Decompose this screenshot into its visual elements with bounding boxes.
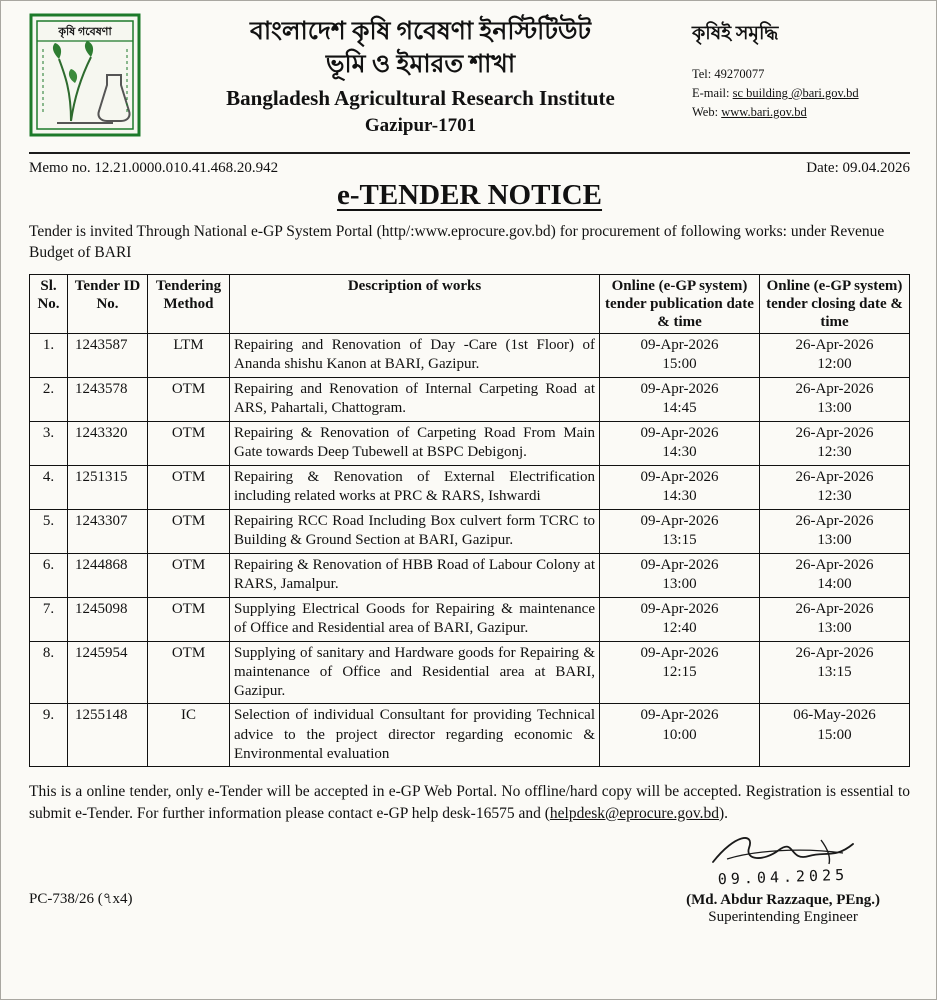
- org-name-bengali: বাংলাদেশ কৃষি গবেষণা ইনস্টিটিউট: [249, 18, 592, 45]
- cell-description: Repairing & Renovation of External Electrification including related works at PRC & RARS, Ishwardi: [230, 465, 600, 509]
- tender-table-body: [30, 333, 910, 766]
- cell-closing: [760, 704, 910, 767]
- cell-tender-id: 1255148: [68, 704, 148, 767]
- cell-description: Repairing & Renovation of Carpeting Road From Main Gate towards Deep Tubewell at BSPC Debigonj.: [230, 421, 600, 465]
- cell-tender-id: 1243578: [68, 377, 148, 421]
- table-row: [30, 377, 910, 421]
- bari-logo: [29, 9, 149, 142]
- publication-date: 09-Apr-2026: [640, 512, 719, 529]
- letterhead-center: [149, 9, 692, 138]
- cell-method: OTM: [148, 597, 230, 641]
- cell-publication: [600, 641, 760, 704]
- cell-sl-no: 1.: [30, 333, 68, 377]
- cell-closing: [760, 333, 910, 377]
- table-row: [30, 641, 910, 704]
- memo-date: Date: 09.04.2026: [806, 160, 910, 176]
- publication-date: 09-Apr-2026: [640, 468, 719, 485]
- closing-time: 15:00: [817, 726, 852, 743]
- tel-line: Tel: 49270077: [692, 67, 765, 81]
- footer-note-end: ).: [718, 804, 729, 822]
- table-row: [30, 704, 910, 767]
- reference-number: PC-738/26 (৭x4): [29, 891, 133, 908]
- org-location: Gazipur-1701: [364, 114, 477, 136]
- publication-time: 10:00: [662, 726, 697, 743]
- cell-method: OTM: [148, 421, 230, 465]
- cell-sl-no: 7.: [30, 597, 68, 641]
- letterhead: [29, 9, 910, 142]
- footer-note-text: This is a online tender, only e-Tender will be accepted in e-GP Web Portal. No offline/hard copy will be accepted. Registration is essential to submit e-Tender. For further information please contact e-GP help desk-16575 and (: [29, 782, 910, 822]
- bottom-row: [29, 832, 910, 926]
- publication-date: 09-Apr-2026: [640, 424, 719, 441]
- cell-tender-id: 1243307: [68, 509, 148, 553]
- cell-sl-no: 4.: [30, 465, 68, 509]
- cell-closing: [760, 641, 910, 704]
- publication-date: 09-Apr-2026: [640, 600, 719, 617]
- closing-time: 12:30: [817, 488, 852, 505]
- memo-row: [29, 160, 910, 177]
- publication-time: 12:15: [662, 664, 697, 681]
- web-label: Web:: [692, 104, 722, 119]
- signature-block: [686, 832, 910, 926]
- cell-method: LTM: [148, 333, 230, 377]
- cell-method: OTM: [148, 377, 230, 421]
- cell-tender-id: 1243320: [68, 421, 148, 465]
- closing-time: 13:00: [817, 532, 852, 549]
- cell-description: Selection of individual Consultant for providing Technical advice to the project director regarding economic & Environmental evaluation: [230, 704, 600, 767]
- signature-date: 09.04.2025: [717, 866, 849, 889]
- col-header-publication: Online (e-GP system) tender publication date & time: [600, 274, 760, 333]
- table-row: [30, 597, 910, 641]
- cell-publication: [600, 509, 760, 553]
- publication-date: 09-Apr-2026: [640, 644, 719, 661]
- cell-method: IC: [148, 704, 230, 767]
- cell-sl-no: 8.: [30, 641, 68, 704]
- publication-time: 14:30: [662, 488, 697, 505]
- closing-date: 26-Apr-2026: [795, 556, 874, 573]
- cell-tender-id: 1245954: [68, 641, 148, 704]
- cell-tender-id: 1243587: [68, 333, 148, 377]
- cell-closing: [760, 553, 910, 597]
- publication-time: 14:45: [662, 400, 697, 417]
- cell-description: Repairing RCC Road Including Box culvert form TCRC to Building & Ground Section at BARI, Gazipur.: [230, 509, 600, 553]
- dept-name-bengali: ভূমি ও ইমারত শাখা: [325, 50, 516, 78]
- header-divider: [29, 152, 910, 154]
- closing-date: 26-Apr-2026: [795, 380, 874, 397]
- cell-publication: [600, 421, 760, 465]
- publication-date: 09-Apr-2026: [640, 380, 719, 397]
- email-label: E-mail:: [692, 85, 733, 100]
- cell-description: Supplying Electrical Goods for Repairing & maintenance of Office and Residential area of BARI, Gazipur.: [230, 597, 600, 641]
- cell-publication: [600, 333, 760, 377]
- web-address: www.bari.gov.bd: [721, 104, 807, 119]
- notice-title: e-TENDER NOTICE: [336, 179, 603, 211]
- publication-date: 09-Apr-2026: [640, 556, 719, 573]
- tender-table: [29, 274, 910, 767]
- col-header-description: Description of works: [230, 274, 600, 333]
- bari-logo-image: [29, 13, 141, 137]
- cell-sl-no: 3.: [30, 421, 68, 465]
- col-header-method: Tendering Method: [148, 274, 230, 333]
- cell-method: OTM: [148, 641, 230, 704]
- table-row: [30, 553, 910, 597]
- closing-date: 26-Apr-2026: [795, 512, 874, 529]
- cell-tender-id: 1245098: [68, 597, 148, 641]
- closing-time: 13:00: [817, 400, 852, 417]
- publication-time: 13:00: [662, 576, 697, 593]
- cell-closing: [760, 509, 910, 553]
- cell-sl-no: 6.: [30, 553, 68, 597]
- cell-closing: [760, 465, 910, 509]
- publication-time: 15:00: [662, 356, 697, 373]
- cell-closing: [760, 377, 910, 421]
- publication-date: 09-Apr-2026: [640, 336, 719, 353]
- cell-description: Repairing & Renovation of HBB Road of Labour Colony at RARS, Jamalpur.: [230, 553, 600, 597]
- cell-closing: [760, 421, 910, 465]
- closing-date: 26-Apr-2026: [795, 336, 874, 353]
- intro-paragraph: Tender is invited Through National e-GP System Portal (http/:www.eprocure.gov.bd) for procurement of following works: under Revenue Budget of BARI: [29, 223, 885, 261]
- footer-note: [29, 781, 910, 824]
- cell-sl-no: 5.: [30, 509, 68, 553]
- web-line: [692, 103, 910, 122]
- letterhead-contact: [692, 9, 910, 121]
- closing-date: 26-Apr-2026: [795, 644, 874, 661]
- cell-method: OTM: [148, 553, 230, 597]
- closing-time: 13:00: [817, 620, 852, 637]
- closing-time: 13:15: [817, 664, 852, 681]
- logo-text: কৃষি গবেষণা: [58, 26, 112, 38]
- helpdesk-email: helpdesk@eprocure.gov.bd: [549, 804, 719, 822]
- memo-number: Memo no. 12.21.0000.010.41.468.20.942: [29, 160, 279, 176]
- signatory-title: Superintending Engineer: [708, 909, 858, 926]
- closing-date: 26-Apr-2026: [795, 600, 874, 617]
- col-header-sl: Sl. No.: [30, 274, 68, 333]
- col-header-closing: Online (e-GP system) tender closing date & time: [760, 274, 910, 333]
- publication-date: 09-Apr-2026: [640, 707, 719, 724]
- cell-description: Repairing and Renovation of Internal Carpeting Road at ARS, Pahartali, Chattogram.: [230, 377, 600, 421]
- publication-time: 12:40: [662, 620, 697, 637]
- publication-time: 14:30: [662, 444, 697, 461]
- table-row: [30, 333, 910, 377]
- org-name-english: Bangladesh Agricultural Research Institute: [226, 86, 615, 111]
- tender-table-head: [30, 274, 910, 333]
- cell-publication: [600, 704, 760, 767]
- table-row: [30, 465, 910, 509]
- cell-closing: [760, 597, 910, 641]
- col-header-tender-id: Tender ID No.: [68, 274, 148, 333]
- table-row: [30, 509, 910, 553]
- cell-sl-no: 2.: [30, 377, 68, 421]
- cell-tender-id: 1251315: [68, 465, 148, 509]
- closing-date: 06-May-2026: [793, 707, 876, 724]
- closing-date: 26-Apr-2026: [795, 468, 874, 485]
- closing-time: 12:00: [817, 356, 852, 373]
- cell-sl-no: 9.: [30, 704, 68, 767]
- closing-time: 12:30: [817, 444, 852, 461]
- email-address: sc building @bari.gov.bd: [732, 85, 859, 100]
- cell-description: Supplying of sanitary and Hardware goods for Repairing & maintenance of Office and Residential area at BARI, Gazipur.: [230, 641, 600, 704]
- cell-method: OTM: [148, 465, 230, 509]
- cell-publication: [600, 465, 760, 509]
- header-row: [30, 274, 910, 333]
- table-row: [30, 421, 910, 465]
- cell-publication: [600, 597, 760, 641]
- cell-publication: [600, 377, 760, 421]
- publication-time: 13:15: [662, 532, 697, 549]
- cell-publication: [600, 553, 760, 597]
- cell-method: OTM: [148, 509, 230, 553]
- email-line: [692, 84, 910, 103]
- slogan-bengali: কৃষিই সমৃদ্ধি: [692, 23, 779, 44]
- closing-date: 26-Apr-2026: [795, 424, 874, 441]
- closing-time: 14:00: [817, 576, 852, 593]
- cell-description: Repairing and Renovation of Day -Care (1st Floor) of Ananda shishu Kanon at BARI, Gazipur.: [230, 333, 600, 377]
- signatory-name: (Md. Abdur Razzaque, PEng.): [686, 892, 880, 909]
- cell-tender-id: 1244868: [68, 553, 148, 597]
